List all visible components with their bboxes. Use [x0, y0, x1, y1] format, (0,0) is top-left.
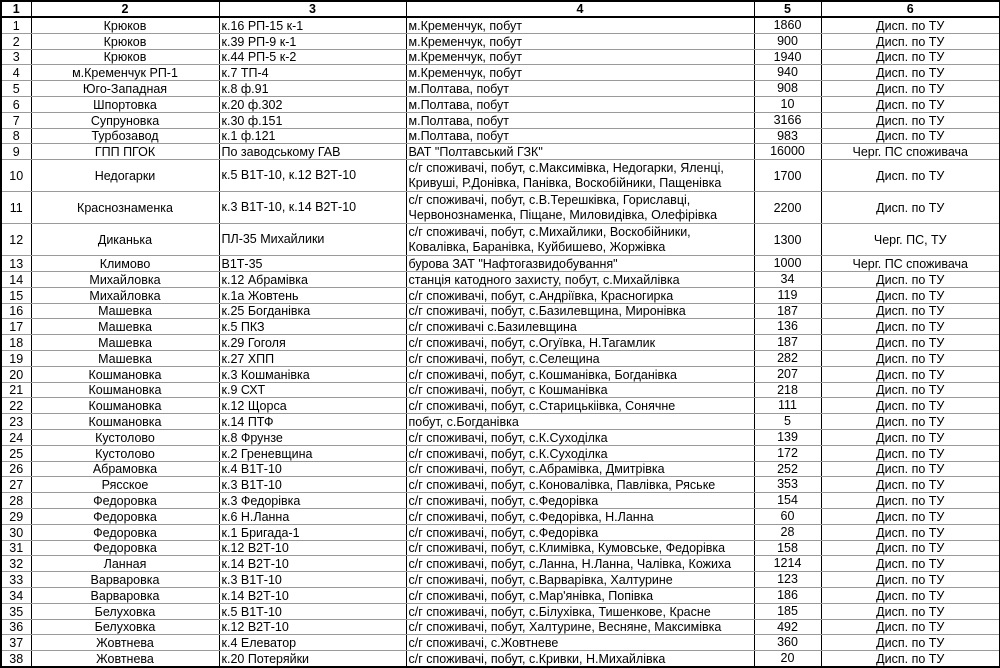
load-cell: 34: [754, 271, 821, 287]
consumers-cell: с/г споживачі, побут, с Кошманівка: [406, 382, 754, 398]
load-cell: 207: [754, 366, 821, 382]
row-number-cell: 34: [1, 587, 31, 603]
substation-cell: Абрамовка: [31, 461, 219, 477]
header-row: [1, 1, 1000, 17]
consumers-cell: с/г споживачі, побут, с.Абрамівка, Дмитрівка: [406, 461, 754, 477]
substation-cell: Машевка: [31, 319, 219, 335]
table-row: [1, 524, 1000, 540]
consumers-cell: м.Кременчук, побут: [406, 65, 754, 81]
consumers-cell: с/г споживачі с.Базилевщина: [406, 319, 754, 335]
substation-cell: Диканька: [31, 224, 219, 256]
row-number-cell: 5: [1, 81, 31, 97]
control-mode-cell: Дисп. по ТУ: [821, 303, 1000, 319]
load-cell: 111: [754, 398, 821, 414]
consumers-cell: с/г споживачі, побут, с.Коновалівка, Павлівка, Ряське: [406, 477, 754, 493]
row-number-cell: 1: [1, 17, 31, 33]
load-cell: 1860: [754, 17, 821, 33]
table-row: [1, 49, 1000, 65]
consumers-cell: м.Кременчук, побут: [406, 33, 754, 49]
control-mode-cell: Дисп. по ТУ: [821, 271, 1000, 287]
substation-cell: Машевка: [31, 350, 219, 366]
load-cell: 16000: [754, 144, 821, 160]
row-number-cell: 25: [1, 445, 31, 461]
row-number-cell: 24: [1, 429, 31, 445]
load-cell: 60: [754, 508, 821, 524]
load-cell: 158: [754, 540, 821, 556]
consumers-cell: с/г споживачі, побут, с.Базилевщина, Миронівка: [406, 303, 754, 319]
feeder-cell: к.20 ф.302: [219, 96, 406, 112]
load-cell: 123: [754, 572, 821, 588]
load-cell: 187: [754, 303, 821, 319]
feeder-cell: к.3 Федорівка: [219, 493, 406, 509]
row-number-cell: 27: [1, 477, 31, 493]
table-row: [1, 587, 1000, 603]
control-mode-cell: Дисп. по ТУ: [821, 429, 1000, 445]
consumers-cell: с/г споживачі, с.Жовтневе: [406, 635, 754, 651]
row-number-cell: 38: [1, 651, 31, 667]
control-mode-cell: Дисп. по ТУ: [821, 49, 1000, 65]
load-cell: 154: [754, 493, 821, 509]
table-row: [1, 445, 1000, 461]
control-mode-cell: Дисп. по ТУ: [821, 128, 1000, 144]
table-row: [1, 603, 1000, 619]
table-row: [1, 112, 1000, 128]
table-row: [1, 508, 1000, 524]
substation-cell: Недогарки: [31, 160, 219, 192]
feeder-cell: к.12 В2Т-10: [219, 540, 406, 556]
control-mode-cell: Дисп. по ТУ: [821, 96, 1000, 112]
control-mode-cell: Дисп. по ТУ: [821, 619, 1000, 635]
row-number-cell: 15: [1, 287, 31, 303]
control-mode-cell: Черг. ПС споживача: [821, 256, 1000, 272]
feeder-cell: к.1 ф.121: [219, 128, 406, 144]
row-number-cell: 21: [1, 382, 31, 398]
substation-cell: Турбозавод: [31, 128, 219, 144]
table-row: [1, 429, 1000, 445]
row-number-cell: 35: [1, 603, 31, 619]
row-number-cell: 30: [1, 524, 31, 540]
consumers-cell: с/г споживачі, побут, с.В.Терешківка, Гориславці, Червонознаменка, Піщане, Миловидівка, Олефірівка: [406, 192, 754, 224]
load-cell: 1214: [754, 556, 821, 572]
control-mode-cell: Дисп. по ТУ: [821, 33, 1000, 49]
control-mode-cell: Дисп. по ТУ: [821, 587, 1000, 603]
table-row: [1, 366, 1000, 382]
consumers-cell: с/г споживачі, побут, с.Федорівка, Н.Ланна: [406, 508, 754, 524]
row-number-cell: 14: [1, 271, 31, 287]
substation-cell: Кошмановка: [31, 366, 219, 382]
feeder-cell: к.29 Гоголя: [219, 335, 406, 351]
substation-cell: Федоровка: [31, 524, 219, 540]
load-cell: 187: [754, 335, 821, 351]
control-mode-cell: Дисп. по ТУ: [821, 366, 1000, 382]
consumers-cell: с/г споживачі, побут, с.Федорівка: [406, 524, 754, 540]
header-col-6: 6: [821, 1, 1000, 17]
consumers-cell: с/г споживачі, побут, с.Кошманівка, Богданівка: [406, 366, 754, 382]
control-mode-cell: Дисп. по ТУ: [821, 319, 1000, 335]
consumers-cell: с/г споживачі, побут, с.Максимівка, Недогарки, Яленці, Кривуші, Р.Донівка, Панівка, Воскобійники, Пащенівка: [406, 160, 754, 192]
feeder-cell: к.14 В2Т-10: [219, 556, 406, 572]
feeder-cell: к.6 Н.Ланна: [219, 508, 406, 524]
feeder-cell: к.2 Греневщина: [219, 445, 406, 461]
control-mode-cell: Черг. ПС споживача: [821, 144, 1000, 160]
feeder-cell: к.3 В1Т-10: [219, 572, 406, 588]
row-number-cell: 4: [1, 65, 31, 81]
control-mode-cell: Дисп. по ТУ: [821, 572, 1000, 588]
feeder-cell: к.8 Фрунзе: [219, 429, 406, 445]
table-row: [1, 382, 1000, 398]
control-mode-cell: Дисп. по ТУ: [821, 398, 1000, 414]
substation-cell: Краснознаменка: [31, 192, 219, 224]
substation-cell: Машевка: [31, 303, 219, 319]
substation-cell: Жовтнева: [31, 651, 219, 667]
load-cell: 353: [754, 477, 821, 493]
table-row: [1, 256, 1000, 272]
feeder-cell: к.44 РП-5 к-2: [219, 49, 406, 65]
feeder-cell: к.9 СХТ: [219, 382, 406, 398]
table-row: [1, 572, 1000, 588]
feeder-cell: к.1 Бригада-1: [219, 524, 406, 540]
feeder-cell: к.27 ХПП: [219, 350, 406, 366]
header-col-5: 5: [754, 1, 821, 17]
header-col-4: 4: [406, 1, 754, 17]
substation-cell: Варваровка: [31, 587, 219, 603]
substation-cell: Ланная: [31, 556, 219, 572]
control-mode-cell: Дисп. по ТУ: [821, 556, 1000, 572]
table-row: [1, 81, 1000, 97]
header-col-2: 2: [31, 1, 219, 17]
control-mode-cell: Дисп. по ТУ: [821, 17, 1000, 33]
substation-cell: м.Кременчук РП-1: [31, 65, 219, 81]
substation-cell: Кошмановка: [31, 382, 219, 398]
row-number-cell: 18: [1, 335, 31, 351]
load-cell: 1300: [754, 224, 821, 256]
table-body: [1, 17, 1000, 667]
load-cell: 28: [754, 524, 821, 540]
load-cell: 218: [754, 382, 821, 398]
substation-cell: Климово: [31, 256, 219, 272]
table-row: [1, 319, 1000, 335]
row-number-cell: 26: [1, 461, 31, 477]
control-mode-cell: Дисп. по ТУ: [821, 350, 1000, 366]
table-row: [1, 350, 1000, 366]
table-row: [1, 33, 1000, 49]
feeder-cell: к.14 В2Т-10: [219, 587, 406, 603]
control-mode-cell: Дисп. по ТУ: [821, 287, 1000, 303]
consumers-cell: с/г споживачі, побут, с.Старицькіівка, Сонячне: [406, 398, 754, 414]
substation-cell: Кустолово: [31, 429, 219, 445]
consumers-cell: станція катодного захисту, побут, с.Михайлівка: [406, 271, 754, 287]
consumers-cell: с/г споживачі, побут, с.Варварівка, Халтурине: [406, 572, 754, 588]
consumers-cell: м.Полтава, побут: [406, 112, 754, 128]
load-cell: 172: [754, 445, 821, 461]
feeder-cell: к.4 Елеватор: [219, 635, 406, 651]
load-cell: 5: [754, 414, 821, 430]
control-mode-cell: Дисп. по ТУ: [821, 382, 1000, 398]
load-cell: 10: [754, 96, 821, 112]
control-mode-cell: Дисп. по ТУ: [821, 81, 1000, 97]
substation-cell: Белуховка: [31, 603, 219, 619]
row-number-cell: 13: [1, 256, 31, 272]
consumers-cell: с/г споживачі, побут, с.Селещина: [406, 350, 754, 366]
table-row: [1, 540, 1000, 556]
feeder-cell: к.12 В2Т-10: [219, 619, 406, 635]
control-mode-cell: Дисп. по ТУ: [821, 651, 1000, 667]
table-row: [1, 461, 1000, 477]
feeder-cell: к.4 В1Т-10: [219, 461, 406, 477]
load-cell: 1940: [754, 49, 821, 65]
load-cell: 252: [754, 461, 821, 477]
load-cell: 360: [754, 635, 821, 651]
substation-cell: Юго-Западная: [31, 81, 219, 97]
row-number-cell: 10: [1, 160, 31, 192]
table-row: [1, 556, 1000, 572]
load-cell: 139: [754, 429, 821, 445]
load-cell: 282: [754, 350, 821, 366]
load-cell: 983: [754, 128, 821, 144]
load-cell: 492: [754, 619, 821, 635]
control-mode-cell: Дисп. по ТУ: [821, 445, 1000, 461]
feeder-cell: к.14 ПТФ: [219, 414, 406, 430]
feeder-cell: к.5 ПКЗ: [219, 319, 406, 335]
row-number-cell: 20: [1, 366, 31, 382]
feeder-cell: к.1а Жовтень: [219, 287, 406, 303]
substation-cell: Крюков: [31, 49, 219, 65]
control-mode-cell: Дисп. по ТУ: [821, 524, 1000, 540]
control-mode-cell: Дисп. по ТУ: [821, 335, 1000, 351]
row-number-cell: 11: [1, 192, 31, 224]
load-cell: 940: [754, 65, 821, 81]
row-number-cell: 36: [1, 619, 31, 635]
table-row: [1, 651, 1000, 667]
row-number-cell: 7: [1, 112, 31, 128]
substation-cell: Кошмановка: [31, 414, 219, 430]
substation-cell: Кустолово: [31, 445, 219, 461]
control-mode-cell: Дисп. по ТУ: [821, 508, 1000, 524]
row-number-cell: 9: [1, 144, 31, 160]
load-cell: 185: [754, 603, 821, 619]
table-row: [1, 17, 1000, 33]
row-number-cell: 37: [1, 635, 31, 651]
row-number-cell: 22: [1, 398, 31, 414]
feeder-cell: к.8 ф.91: [219, 81, 406, 97]
load-cell: 136: [754, 319, 821, 335]
table-row: [1, 635, 1000, 651]
row-number-cell: 28: [1, 493, 31, 509]
table-row: [1, 335, 1000, 351]
table-row: [1, 160, 1000, 192]
consumers-cell: с/г споживачі, побут, с.Михайлики, Воскобійники, Ковалівка, Баранівка, Куйбишево, Жоржівка: [406, 224, 754, 256]
consumers-cell: с/г споживачі, побут, с.Климівка, Кумовське, Федорівка: [406, 540, 754, 556]
consumers-cell: с/г споживачі, побут, с.Ланна, Н.Ланна, Чалівка, Кожиха: [406, 556, 754, 572]
control-mode-cell: Дисп. по ТУ: [821, 65, 1000, 81]
feeder-cell: к.7 ТП-4: [219, 65, 406, 81]
table-row: [1, 224, 1000, 256]
substation-cell: Федоровка: [31, 493, 219, 509]
table-row: [1, 477, 1000, 493]
consumers-cell: с/г споживачі, побут, Халтурине, Весняне, Максимівка: [406, 619, 754, 635]
feeder-cell: к.3 В1Т-10, к.14 В2Т-10: [219, 192, 406, 224]
row-number-cell: 23: [1, 414, 31, 430]
feeder-cell: к.16 РП-15 к-1: [219, 17, 406, 33]
control-mode-cell: Дисп. по ТУ: [821, 461, 1000, 477]
table-row: [1, 96, 1000, 112]
table-row: [1, 493, 1000, 509]
control-mode-cell: Дисп. по ТУ: [821, 635, 1000, 651]
control-mode-cell: Дисп. по ТУ: [821, 160, 1000, 192]
feeder-cell: к.25 Богданівка: [219, 303, 406, 319]
substation-cell: Федоровка: [31, 540, 219, 556]
load-cell: 186: [754, 587, 821, 603]
consumers-cell: с/г споживачі, побут, с.Огуївка, Н.Тагамлик: [406, 335, 754, 351]
control-mode-cell: Дисп. по ТУ: [821, 540, 1000, 556]
load-cell: 119: [754, 287, 821, 303]
load-cell: 2200: [754, 192, 821, 224]
header-col-1: 1: [1, 1, 31, 17]
consumers-cell: с/г споживачі, побут, с.К.Суходілка: [406, 445, 754, 461]
table-row: [1, 192, 1000, 224]
row-number-cell: 17: [1, 319, 31, 335]
consumers-cell: бурова ЗАТ "Нафтогазвидобування": [406, 256, 754, 272]
consumers-cell: с/г споживачі, побут, с.Кривки, Н.Михайлівка: [406, 651, 754, 667]
feeder-cell: к.12 Абрамівка: [219, 271, 406, 287]
control-mode-cell: Дисп. по ТУ: [821, 112, 1000, 128]
row-number-cell: 33: [1, 572, 31, 588]
substation-cell: Крюков: [31, 33, 219, 49]
substation-cell: Рясское: [31, 477, 219, 493]
consumers-cell: с/г споживачі, побут, с.К.Суходілка: [406, 429, 754, 445]
feeder-cell: к.20 Потеряйки: [219, 651, 406, 667]
table-row: [1, 303, 1000, 319]
row-number-cell: 8: [1, 128, 31, 144]
table-row: [1, 144, 1000, 160]
control-mode-cell: Дисп. по ТУ: [821, 603, 1000, 619]
consumers-cell: м.Полтава, побут: [406, 96, 754, 112]
table-row: [1, 398, 1000, 414]
substation-cell: Михайловка: [31, 271, 219, 287]
consumers-cell: ВАТ "Полтавський ГЗК": [406, 144, 754, 160]
load-cell: 900: [754, 33, 821, 49]
control-mode-cell: Дисп. по ТУ: [821, 477, 1000, 493]
consumers-cell: м.Полтава, побут: [406, 128, 754, 144]
substation-cell: ГПП ПГОК: [31, 144, 219, 160]
table-row: [1, 128, 1000, 144]
substation-cell: Варваровка: [31, 572, 219, 588]
row-number-cell: 3: [1, 49, 31, 65]
substation-cell: Крюков: [31, 17, 219, 33]
load-cell: 3166: [754, 112, 821, 128]
row-number-cell: 2: [1, 33, 31, 49]
feeder-cell: В1Т-35: [219, 256, 406, 272]
header-col-3: 3: [219, 1, 406, 17]
load-cell: 908: [754, 81, 821, 97]
row-number-cell: 32: [1, 556, 31, 572]
row-number-cell: 29: [1, 508, 31, 524]
feeder-cell: к.5 В1Т-10: [219, 603, 406, 619]
table-row: [1, 65, 1000, 81]
row-number-cell: 12: [1, 224, 31, 256]
control-mode-cell: Дисп. по ТУ: [821, 192, 1000, 224]
row-number-cell: 6: [1, 96, 31, 112]
row-number-cell: 16: [1, 303, 31, 319]
consumers-cell: м.Полтава, побут: [406, 81, 754, 97]
substation-cell: Супруновка: [31, 112, 219, 128]
feeder-cell: к.3 Кошманівка: [219, 366, 406, 382]
consumers-cell: с/г споживачі, побут, с.Федорівка: [406, 493, 754, 509]
control-mode-cell: Дисп. по ТУ: [821, 414, 1000, 430]
feeder-cell: к.3 В1Т-10: [219, 477, 406, 493]
table-row: [1, 414, 1000, 430]
consumers-cell: м.Кременчук, побут: [406, 49, 754, 65]
substation-cell: Федоровка: [31, 508, 219, 524]
consumers-cell: с/г споживачі, побут, с.Мар'янівка, Попівка: [406, 587, 754, 603]
consumers-cell: побут, с.Богданівка: [406, 414, 754, 430]
table-row: [1, 271, 1000, 287]
row-number-cell: 19: [1, 350, 31, 366]
feeder-cell: По заводському ГАВ: [219, 144, 406, 160]
consumers-cell: м.Кременчук, побут: [406, 17, 754, 33]
substation-cell: Кошмановка: [31, 398, 219, 414]
load-cell: 20: [754, 651, 821, 667]
substation-cell: Шпортовка: [31, 96, 219, 112]
consumers-cell: с/г споживачі, побут, с.Білухівка, Тишенкове, Красне: [406, 603, 754, 619]
feeder-cell: к.12 Щорса: [219, 398, 406, 414]
load-cell: 1000: [754, 256, 821, 272]
substation-cell: Жовтнева: [31, 635, 219, 651]
consumers-cell: с/г споживачі, побут, с.Андріївка, Красногирка: [406, 287, 754, 303]
table-row: [1, 619, 1000, 635]
substation-cell: Машевка: [31, 335, 219, 351]
substation-cell: Белуховка: [31, 619, 219, 635]
feeder-cell: к.39 РП-9 к-1: [219, 33, 406, 49]
table-row: [1, 287, 1000, 303]
feeder-cell: к.30 ф.151: [219, 112, 406, 128]
feeder-cell: к.5 В1Т-10, к.12 В2Т-10: [219, 160, 406, 192]
substation-cell: Михайловка: [31, 287, 219, 303]
row-number-cell: 31: [1, 540, 31, 556]
control-mode-cell: Дисп. по ТУ: [821, 493, 1000, 509]
control-mode-cell: Черг. ПС, ТУ: [821, 224, 1000, 256]
load-cell: 1700: [754, 160, 821, 192]
feeder-cell: ПЛ-35 Михайлики: [219, 224, 406, 256]
